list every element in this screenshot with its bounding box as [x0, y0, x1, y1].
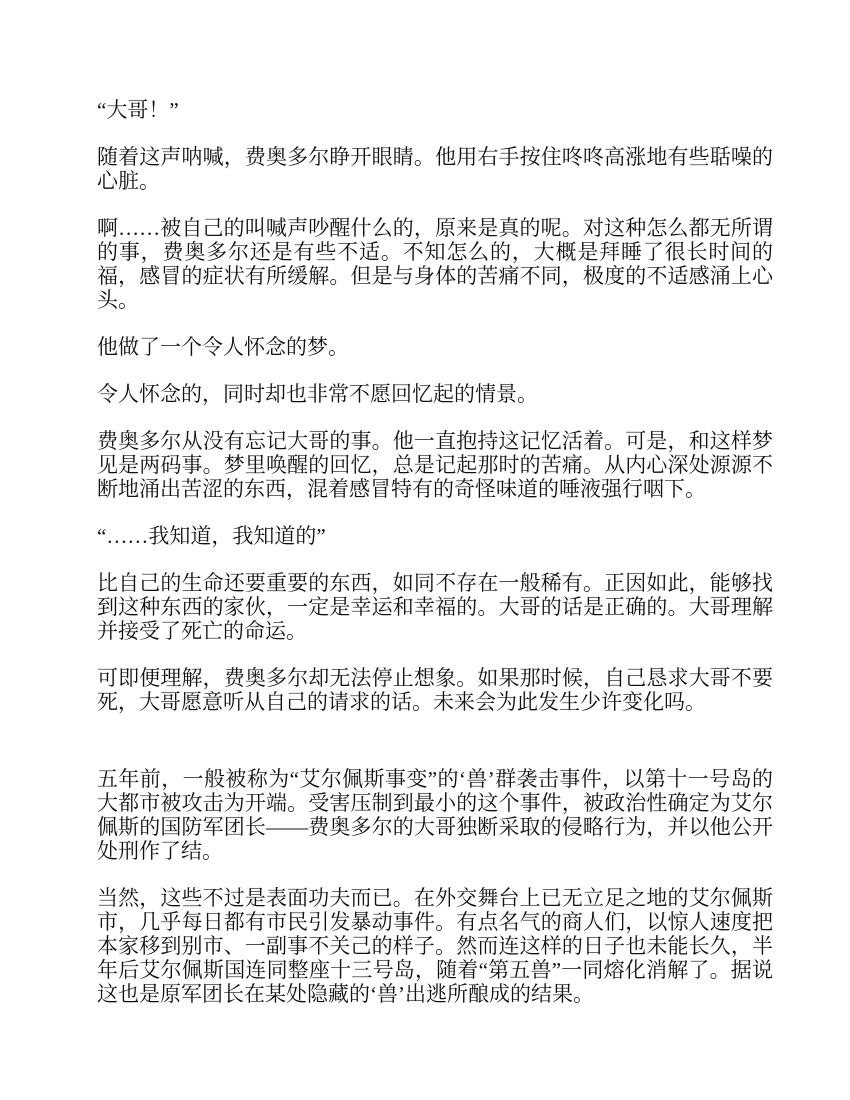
- text-block: [97, 98, 773, 1029]
- paragraph: “大哥！”: [97, 98, 179, 122]
- paragraph: 比自己的生命还要重要的东西，如同不存在一般稀有。正因如此，能够找到这种东西的家伙，一定是幸运和幸福的。大哥的话是正确的。大哥理解并接受了死亡的命运。: [97, 571, 773, 643]
- paragraph: 五年前，一般被称为“艾尔佩斯事变”的‘兽’群袭击事件，以第十一号岛的大都市被攻击为开端。受害压制到最小的这个事件，被政治性确定为艾尔佩斯的国防军团长——费奥多尔的大哥独断采取的侵略行为，并以他公开处刑作了结。: [97, 767, 773, 863]
- paragraph: 他做了一个令人怀念的梦。: [97, 335, 349, 359]
- paragraph: 啊……被自己的叫喊声吵醒什么的，原来是真的呢。对这种怎么都无所谓的事，费奥多尔还是有些不适。不知怎么的，大概是拜睡了很长时间的福，感冒的症状有所缓解。但是与身体的苦痛不同，极度的不适感涌上心头。: [97, 216, 773, 312]
- paragraph: 费奥多尔从没有忘记大哥的事。他一直抱持这记忆活着。可是，和这样梦见是两码事。梦里唤醒的回忆，总是记起那时的苦痛。从内心深处源源不断地涌出苦涩的东西，混着感冒特有的奇怪味道的唾液强行咽下。: [97, 429, 773, 501]
- paragraph: 可即便理解，费奥多尔却无法停止想象。如果那时候，自己恳求大哥不要死，大哥愿意听从自己的请求的话。未来会为此发生少许变化吗。: [97, 666, 773, 714]
- paragraph: 令人怀念的，同时却也非常不愿回忆起的情景。: [97, 382, 538, 406]
- paragraph: 当然，这些不过是表面功夫而已。在外交舞台上已无立足之地的艾尔佩斯市，几乎每日都有市民引发暴动事件。有点名气的商人们，以惊人速度把本家移到别市、一副事不关己的样子。然而连这样的日子也未能长久，半年后艾尔佩斯国连同整座十三号岛，随着“第五兽”一同熔化消解了。据说这也是原军团长在某处隐藏的‘兽’出逃所酿成的结果。: [97, 886, 773, 1006]
- paragraph: 随着这声呐喊，费奥多尔睁开眼睛。他用右手按住咚咚高涨地有些聒噪的心脏。: [97, 145, 773, 193]
- section-break: [97, 737, 773, 767]
- paragraph: “……我知道，我知道的”: [97, 524, 326, 548]
